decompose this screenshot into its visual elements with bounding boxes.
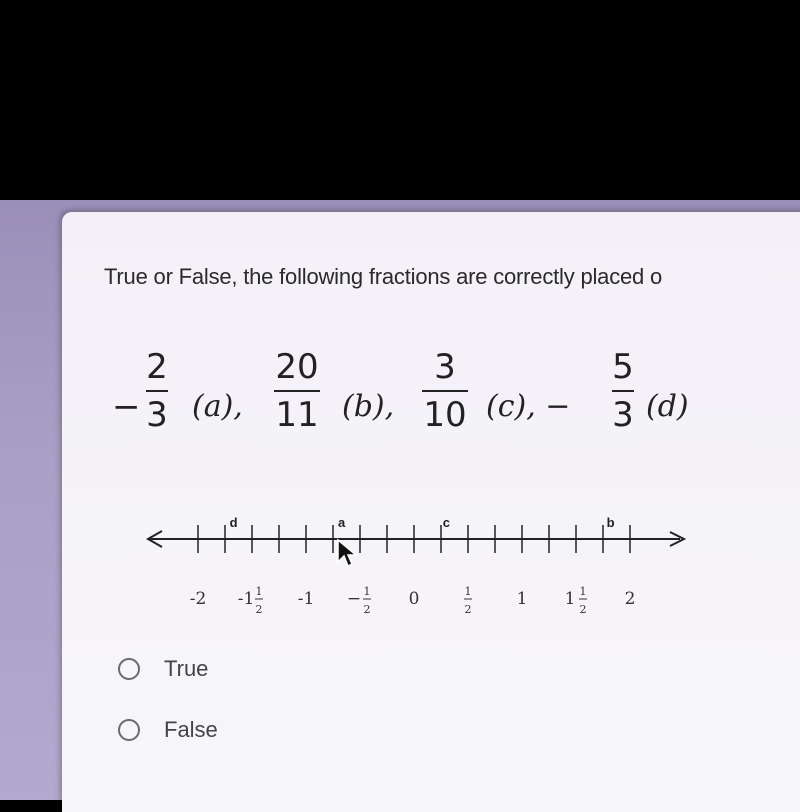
fraction-c-numerator: 3 [434, 347, 456, 387]
tick-label-neg-half-num: 1 [363, 585, 371, 598]
tick-label-half-num: 1 [464, 585, 472, 598]
label-d: (d) [646, 389, 689, 424]
fraction-d [612, 347, 634, 435]
radio-false[interactable] [118, 719, 140, 741]
radio-true[interactable] [118, 658, 140, 680]
point-label-a: a [338, 515, 346, 530]
fraction-expression [112, 347, 752, 470]
mouse-cursor-icon [336, 538, 358, 568]
tick-label: 2 [624, 589, 636, 609]
tick-label-one-half-num: 1 [579, 585, 587, 598]
point-label-c: c [442, 515, 451, 530]
question-text: True or False, the following fractions are correctly placed o [104, 264, 663, 289]
fraction-a-denominator: 3 [146, 395, 168, 435]
option-true[interactable] [118, 656, 208, 682]
option-true-label: True [164, 656, 209, 681]
tick-label-neg-one-half-num: 1 [255, 585, 263, 598]
fraction-c [422, 347, 468, 435]
tick-label-one-half-whole: 1 [564, 589, 576, 609]
fraction-d-denominator: 3 [612, 395, 634, 435]
option-false-label: False [164, 717, 218, 742]
fraction-b [274, 347, 320, 435]
fraction-a-numerator: 2 [146, 347, 168, 387]
tick-label-neg-half-den: 2 [363, 603, 371, 616]
tick-label-neg-half-whole: − [346, 589, 362, 609]
tick-label: 1 [516, 589, 528, 609]
point-label-b: b [606, 515, 615, 530]
tick-label-neg-one-half-whole: -1 [237, 589, 255, 609]
fraction-b-numerator: 20 [275, 347, 319, 387]
tick-label-half-den: 2 [464, 603, 472, 616]
option-false[interactable] [118, 717, 218, 743]
label-c: (c), − [486, 389, 571, 424]
fraction-c-denominator: 10 [423, 395, 467, 435]
minus-sign-a: − [112, 387, 141, 427]
fraction-a [146, 347, 168, 435]
tick-label: -2 [189, 589, 207, 609]
label-b: (b), [342, 389, 395, 424]
number-line [140, 505, 700, 635]
tick-label: -1 [297, 589, 315, 609]
tick-label-neg-one-half-den: 2 [255, 603, 263, 616]
point-label-d: d [229, 515, 238, 530]
label-a: (a), [192, 389, 243, 424]
fraction-b-denominator: 11 [275, 395, 319, 435]
tick-label: 0 [408, 589, 420, 609]
tick-label-one-half-den: 2 [579, 603, 587, 616]
fraction-d-numerator: 5 [612, 347, 634, 387]
